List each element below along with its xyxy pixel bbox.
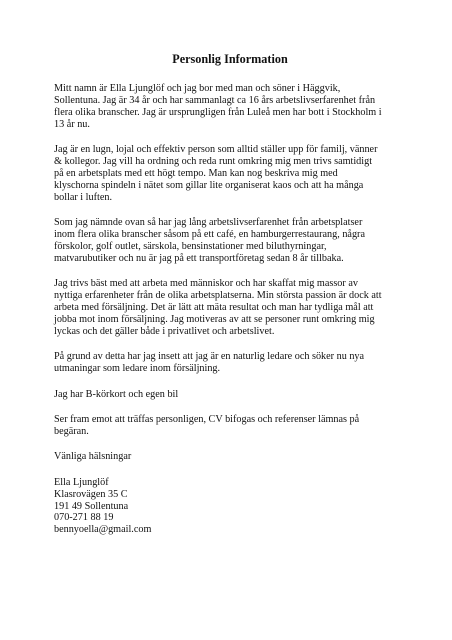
text-line: 13 år nu. (54, 118, 90, 130)
text-line: matvarubutiker och nu är jag på ett transportföretag sedan 8 år tillbaka. (54, 252, 344, 264)
text-line: begäran. (54, 425, 89, 437)
text-line: bollar i luften. (54, 191, 112, 203)
signature-street: Klasrovägen 35 C (54, 488, 128, 500)
text-line: Jag är en lugn, lojal och effektiv person som alltid ställer upp för familj, vänner (54, 144, 378, 156)
text-line: lyckas och det gäller både i privatlivet och arbetslivet. (54, 325, 275, 337)
text-line: Mitt namn är Ella Ljunglöf och jag bor med man och söner i Häggvik, (54, 83, 341, 94)
document-title: Personlig Information (172, 52, 288, 66)
text-line: utmaningar som ledare inom försäljning. (54, 363, 221, 375)
text-line: Vänliga hälsningar (54, 451, 132, 463)
paragraph-closing (54, 414, 406, 438)
text-line: Ser fram emot att träffas personligen, CV bifogas och referenser lämnas på (54, 414, 360, 426)
paragraph-leadership (54, 351, 406, 375)
paragraph-license (54, 389, 406, 401)
paragraph-personality (54, 144, 406, 204)
text-line: Jag har B-körkort och egen bil (54, 388, 179, 400)
signature-email: bennyoella@gmail.com (54, 524, 152, 536)
signature-phone: 070-271 88 19 (54, 512, 114, 524)
text-line: flera olika branscher. Jag är ursprungligen från Luleå men har bott i Stockholm i (54, 106, 382, 118)
paragraph-introduction (54, 83, 406, 131)
paragraph-experience (54, 217, 406, 265)
text-line: På grund av detta har jag insett att jag är en naturlig ledare och söker nu nya (54, 351, 365, 363)
signature-block (54, 477, 406, 537)
text-line: på en arbetsplats med ett högt tempo. Man kan nog beskriva mig med (54, 167, 338, 179)
text-line: inom flera olika branscher såsom på ett café, en hamburgerrestaurang, några (54, 229, 365, 241)
text-line: förskolor, golf outlet, särskola, bensinstationer med biluthyrningar, (54, 240, 327, 252)
paragraph-passion (54, 278, 406, 338)
text-line: Som jag nämnde ovan så har jag lång arbetslivserfarenhet från arbetsplatser (54, 217, 363, 229)
signature-postal-city: 191 49 Sollentuna (54, 500, 129, 512)
text-line: nyttiga erfarenheter från de olika arbetsplatserna. Min största passion är dock att (54, 290, 382, 302)
text-line: Sollentuna. Jag är 34 år och har sammanlagt ca 16 års arbetslivserfarenhet från (54, 94, 376, 106)
document-page (54, 52, 406, 536)
text-line: Jag trivs bäst med att arbeta med människor och har skaffat mig massor av (54, 278, 358, 290)
paragraph-greeting (54, 451, 406, 463)
signature-name: Ella Ljunglöf (54, 476, 109, 488)
text-line: klyschorna spindeln i nätet som gillar lite organiserat kaos och att ha många (54, 179, 364, 191)
text-line: arbeta med försäljning. Det är lätt att mäta resultat och man har tydliga mål att (54, 302, 374, 314)
text-line: & kollegor. Jag vill ha ordning och reda runt omkring mig men trivs samtidigt (54, 156, 373, 168)
text-line: jobba mot inom försäljning. Jag motiveras av att se personer runt omkring mig (54, 314, 375, 325)
